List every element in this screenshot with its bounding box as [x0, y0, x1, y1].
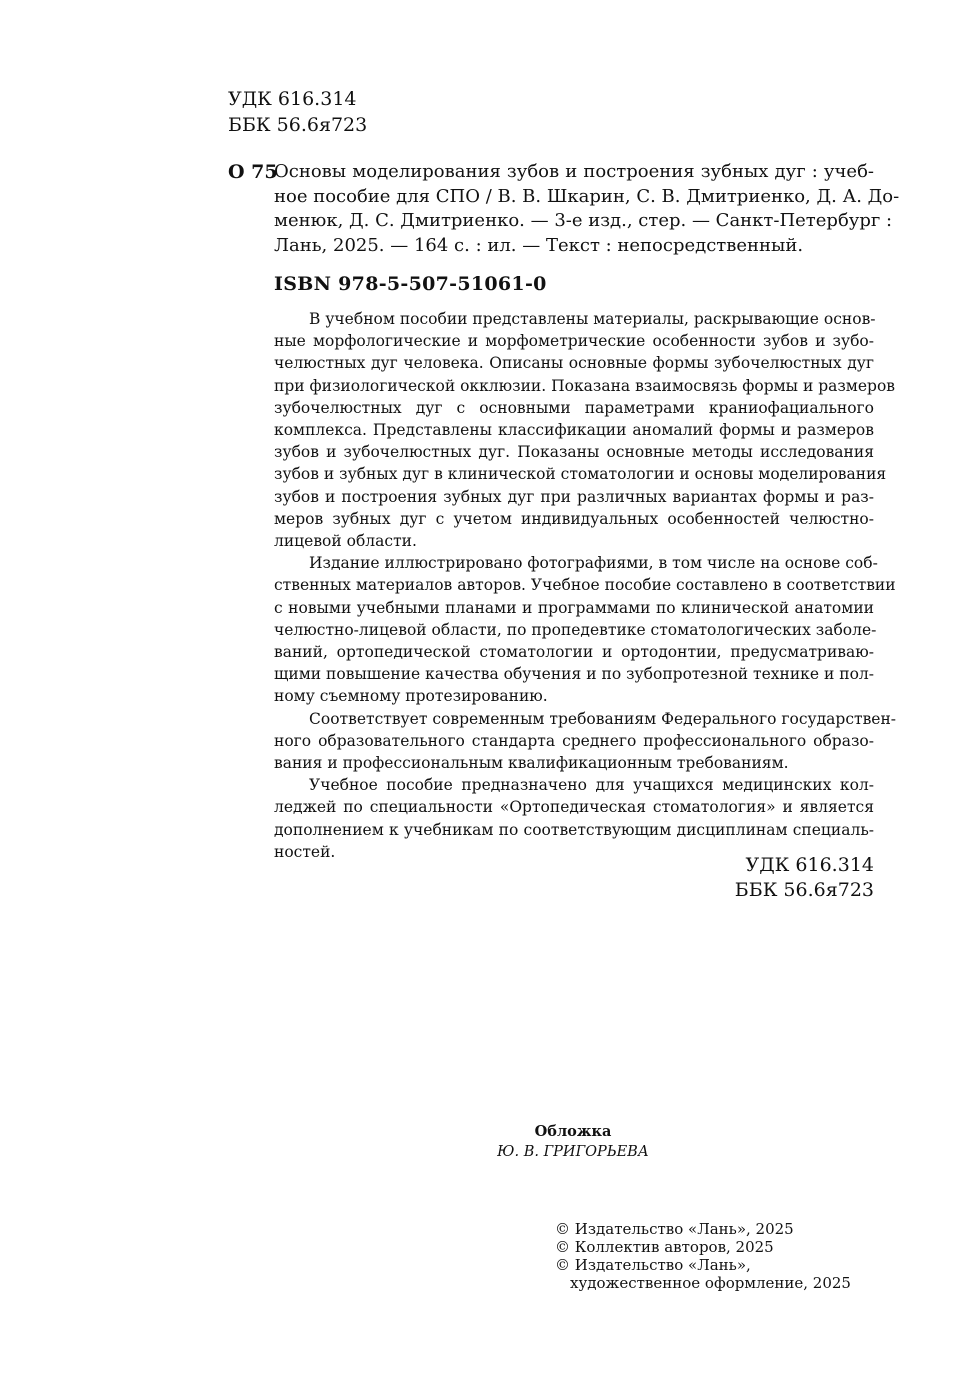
- abstract-line: дополнением к учебникам по соответствующим дисциплинам специаль-: [274, 820, 874, 839]
- abstract-paragraph: [274, 308, 896, 552]
- udk-code: УДК 616.314: [228, 88, 357, 110]
- abstract-line: зубочелюстных дуг с основными параметрами краниофациального: [274, 398, 874, 417]
- abstract: [274, 308, 897, 863]
- classification-top: [228, 86, 367, 138]
- citation-line: Основы моделирования зубов и построения зубных дуг : учеб-: [274, 161, 874, 182]
- copyright-line: © Издательство «Лань»,: [555, 1256, 751, 1274]
- abstract-line: ного образовательного стандарта среднего профессионального образо-: [274, 731, 874, 750]
- citation-line: ное пособие для СПО / В. В. Шкарин, С. В. Дмитриенко, Д. А. До-: [274, 185, 900, 207]
- abstract-paragraph: [274, 774, 874, 863]
- abstract-line: с новыми учебными планами и программами по клинической анатомии: [274, 598, 874, 617]
- abstract-line: леджей по специальности «Ортопедическая стоматология» и является: [274, 798, 874, 817]
- abstract-line: ному съемному протезированию.: [274, 687, 548, 706]
- copyright-line: художественное оформление, 2025: [570, 1274, 851, 1292]
- author-mark: О 75: [228, 161, 278, 183]
- abstract-line: челюстных дуг человека. Описаны основные формы зубочелюстных дуг: [274, 354, 874, 373]
- abstract-line: Издание иллюстрировано фотографиями, в том числе на основе соб-: [309, 554, 878, 573]
- abstract-line: ностей.: [274, 842, 336, 861]
- abstract-line: лицевой области.: [274, 532, 417, 551]
- copyright-line: © Коллектив авторов, 2025: [555, 1238, 774, 1256]
- abstract-line: щими повышение качества обучения и по зубопротезной технике и пол-: [274, 665, 874, 684]
- isbn: ISBN 978-5-507-51061-0: [274, 273, 547, 295]
- abstract-line: зубов и зубочелюстных дуг. Показаны основные методы исследования: [274, 443, 874, 462]
- abstract-line: ственных материалов авторов. Учебное пособие составлено в соответствии: [274, 576, 896, 595]
- abstract-line: В учебном пособии представлены материалы, раскрывающие основ-: [309, 310, 876, 328]
- bbk-code: ББК 56.6я723: [734, 879, 874, 901]
- cover-credit: [480, 1121, 666, 1163]
- cover-designer: Ю. В. ГРИГОРЬЕВА: [497, 1144, 649, 1160]
- abstract-line: зубов и зубных дуг в клинической стоматологии и основы моделирования: [274, 465, 887, 484]
- bibliographic-citation: [274, 160, 900, 258]
- citation-line: менюк, Д. С. Дмитриенко. — 3-е изд., стер. — Санкт-Петербург :: [274, 210, 893, 231]
- citation-line: Лань, 2025. — 164 с. : ил. — Текст : непосредственный.: [274, 234, 804, 256]
- abstract-line: челюстно-лицевой области, по пропедевтике стоматологических заболе-: [274, 620, 877, 639]
- abstract-line: зубов и построения зубных дуг при различных вариантах формы и раз-: [274, 487, 874, 506]
- abstract-paragraph: [274, 708, 897, 775]
- abstract-line: Соответствует современным требованиям Федерального государствен-: [309, 709, 897, 728]
- abstract-line: комплекса. Представлены классификации аномалий формы и размеров: [274, 421, 874, 440]
- abstract-line: вания и профессиональным квалификационным требованиям.: [274, 754, 789, 773]
- bbk-code: ББК 56.6я723: [228, 114, 368, 136]
- copyright-line: © Издательство «Лань», 2025: [555, 1220, 794, 1238]
- classification-bottom: [735, 853, 874, 903]
- abstract-line: Учебное пособие предназначено для учащихся медицинских кол-: [309, 776, 874, 795]
- abstract-line: при физиологической окклюзии. Показана взаимосвязь формы и размеров: [274, 376, 896, 395]
- cover-label: Обложка: [534, 1123, 612, 1140]
- abstract-line: ные морфологические и морфометрические особенности зубов и зубо-: [274, 332, 874, 351]
- abstract-paragraph: [274, 552, 896, 707]
- copyright-block: [555, 1220, 851, 1292]
- abstract-line: ваний, ортопедической стоматологии и ортодонтии, предусматриваю-: [274, 643, 874, 662]
- abstract-line: меров зубных дуг с учетом индивидуальных особенностей челюстно-: [274, 509, 874, 528]
- udk-code: УДК 616.314: [745, 854, 874, 876]
